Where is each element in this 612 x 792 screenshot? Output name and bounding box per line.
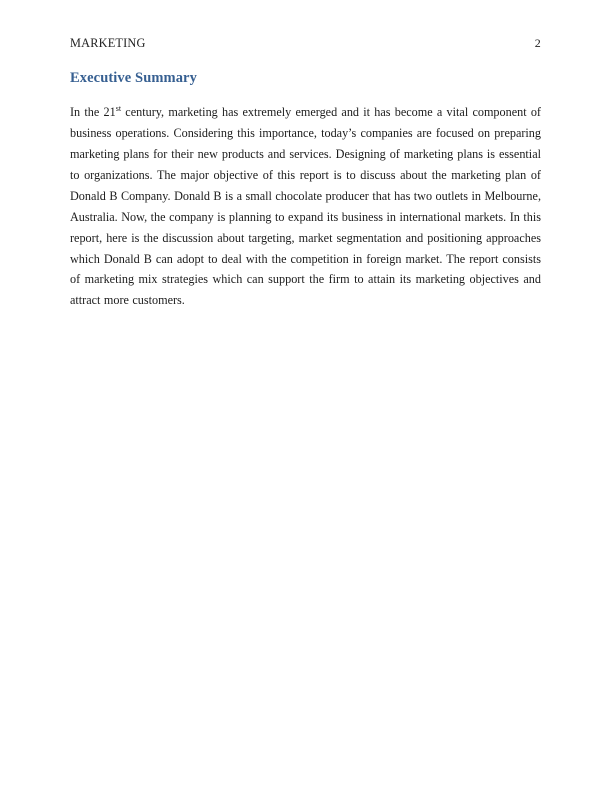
executive-summary-paragraph bbox=[70, 102, 541, 311]
ordinal-superscript: st bbox=[115, 104, 122, 114]
paragraph-text-before-superscript: In the 21 bbox=[70, 105, 116, 120]
paragraph-text-after-superscript: century, marketing has extremely emerged and it has become a vital component of business operations. Considering this importance, today’s companies are focused on preparing marketing plans for their new products and services. Designing of marketing plans is essential to organizations. The major objective of this report is to discuss about the marketing plan of Donald B Company. Donald B is a small chocolate producer that has two outlets in Melbourne, Australia. Now, the company is planning to expand its business in international markets. In this report, here is the discussion about targeting, market segmentation and positioning approaches which Donald B can adopt to deal with the competition in foreign market. The report consists of marketing mix strategies which can support the firm to attain its marketing objectives and attract more customers. bbox=[70, 105, 541, 308]
running-header-title: MARKETING bbox=[70, 36, 146, 50]
section-heading-executive-summary: Executive Summary bbox=[70, 70, 197, 86]
page-header bbox=[70, 36, 541, 51]
page-number: 2 bbox=[534, 36, 541, 50]
